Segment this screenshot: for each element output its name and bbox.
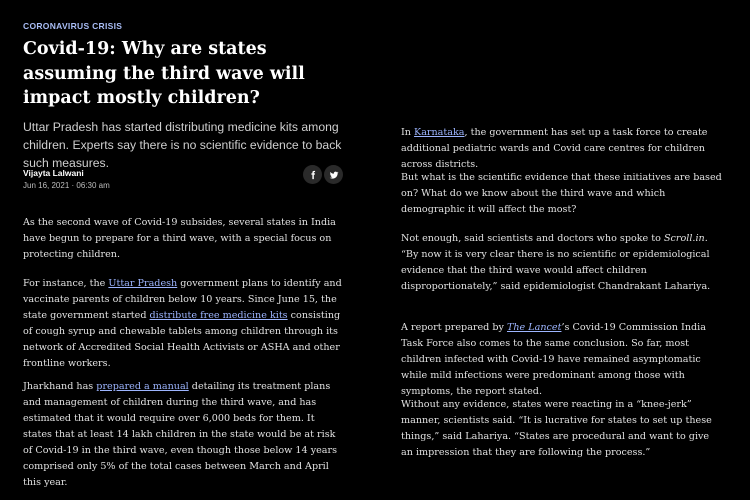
body-paragraph-4 (401, 125, 723, 173)
paragraph-text: Not enough, said scientists and doctors who spoke to (401, 233, 664, 244)
facebook-share-button[interactable] (303, 165, 322, 184)
body-paragraph-3 (23, 379, 345, 491)
paragraph-text: For instance, the (23, 278, 109, 289)
body-paragraph-8: Without any evidence, states were reacting in a “knee-jerk” manner, scientists said. “It is lucrative for states to set up these things,” said Lahariya. “States are procedural and want to give an impression that they are following the process.” (401, 399, 712, 458)
body-paragraph-6 (401, 231, 723, 295)
author-name[interactable]: Vijayta Lalwani (23, 168, 84, 178)
medicine-kits-link[interactable]: distribute free medicine kits (149, 310, 288, 321)
publish-date: Jun 16, 2021 · 06:30 am (23, 181, 110, 190)
paragraph-text: Jharkhand has (23, 381, 97, 392)
section-kicker[interactable]: CORONAVIRUS CRISIS (23, 21, 123, 31)
karnataka-link[interactable]: Karnataka (414, 127, 465, 138)
article-subhead: Uttar Pradesh has started distributing medicine kits among children. Experts say there is no scientific evidence to back such measures. (23, 120, 342, 170)
twitter-icon (329, 170, 339, 180)
paragraph-text: detailing its treatment plans and management of children during the third wave, and has estimated that it would require over 6,000 beds for them. It states that at least 14 lakh children in the state would be at risk of Covid-19 in the third wave, even though those below 14 years comprised only 5% of the total cases between March and April this year. (23, 381, 338, 488)
paragraph-text: . “By now it is very clear there is no scientific or epidemiological evidence that the third wave would affect children disproportionately,” said epidemiologist Chandrakant Lahariya. (401, 233, 711, 292)
lancet-link[interactable] (507, 322, 561, 333)
paragraph-text: In (401, 127, 415, 138)
paragraph-text: consisting of cough syrup and chewable tablets among children through its network of Accredited Social Health Activists or ASHA and other frontline workers. (23, 310, 341, 369)
manual-link[interactable]: prepared a manual (96, 381, 189, 392)
twitter-share-button[interactable] (324, 165, 343, 184)
paragraph-text: government plans to identify and vaccinate parents of children below 10 years. Since June 15, the state government started (23, 278, 342, 321)
paragraph-text: A report prepared by (401, 322, 507, 333)
lancet-link-text: The Lancet (506, 322, 562, 333)
body-paragraph-7 (401, 320, 723, 400)
paragraph-text: ’s Covid-19 Commission India Task Force also comes to the same conclusion. So far, most children infected with Covid-19 have remained asymptomatic while mild infections were predominant among those with symptoms, the report stated. (401, 322, 706, 397)
body-paragraph-1: As the second wave of Covid-19 subsides, several states in India have begun to prepare for a third wave, with a special focus on protecting children. (23, 217, 336, 260)
facebook-icon (308, 170, 318, 180)
article-headline: Covid-19: Why are states assuming the third wave will impact mostly children? (23, 39, 305, 108)
paragraph-text: , the government has set up a task force to create additional pediatric wards and Covid care centres for children across districts. (401, 127, 708, 170)
body-paragraph-5: But what is the scientific evidence that these initiatives are based on? What do we know about the third wave and which demographic it will affect the most? (401, 172, 722, 215)
publication-name: Scroll.in (663, 233, 705, 244)
body-paragraph-2 (23, 276, 345, 372)
uttar-pradesh-link[interactable]: Uttar Pradesh (108, 278, 178, 289)
